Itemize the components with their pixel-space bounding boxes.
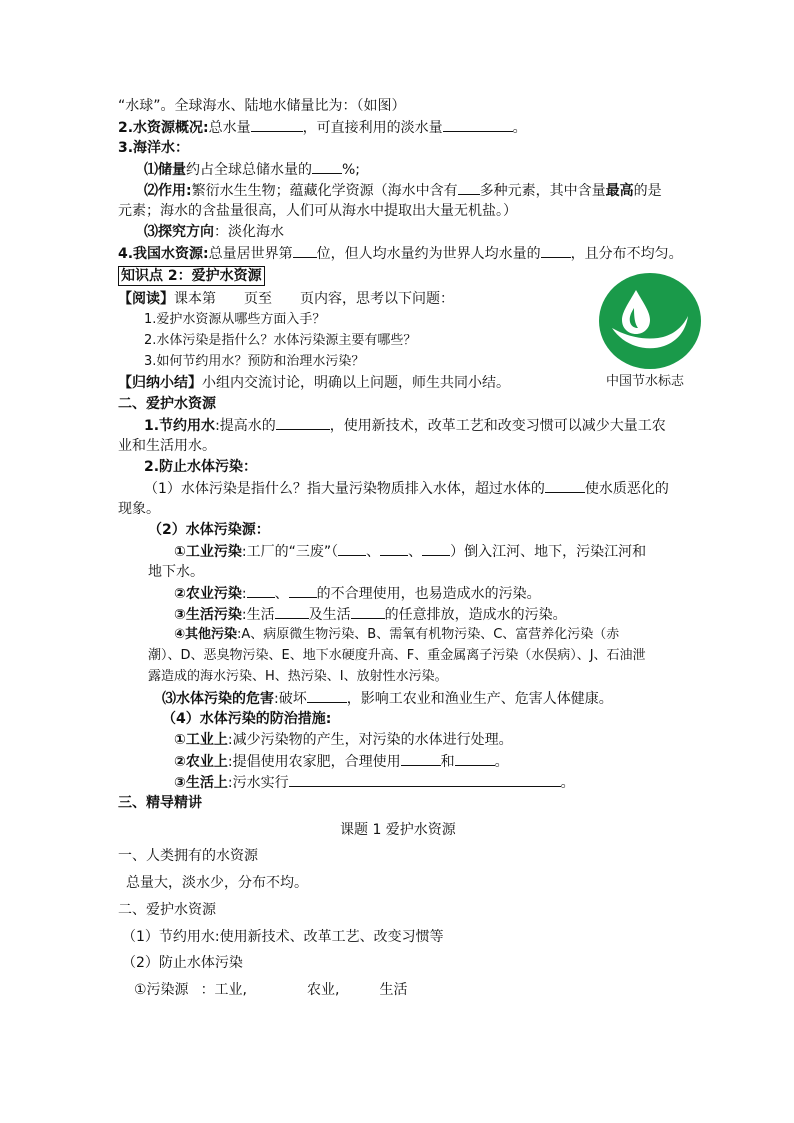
blank <box>455 751 495 766</box>
summary-line: 【归纳小结】小组内交流讨论，明确以上问题，师生共同小结。 <box>118 375 510 391</box>
summary-1-text: 总量大，淡水少，分布不均。 <box>126 875 308 891</box>
china-water-line: 4.我国水资源:总量居世界第 位，但人均水量约为世界人均水量的 ，且分布不均匀。 <box>118 243 683 264</box>
summary-2-item-2: （2）防止水体污染 <box>122 955 243 971</box>
domestic-measure-line: ③生活上:污水实行 。 <box>174 772 575 793</box>
pollution-sources-heading: （2）水体污染源： <box>148 522 270 538</box>
blank <box>458 180 480 195</box>
section-2-heading: 二、爱护水资源 <box>118 396 216 412</box>
industry-measure-line: ①工业上:减少污染物的产生，对污染的水体进行处理。 <box>174 732 513 748</box>
save-water-cont: 业和生活用水。 <box>118 438 216 454</box>
blank <box>338 541 366 556</box>
pollution-harm-line: ⑶水体污染的危害:破坏 ，影响工农业和渔业生产、危害人体健康。 <box>162 688 613 709</box>
water-overview-line: 2.水资源概况:总水量 ，可直接利用的淡水量 。 <box>118 117 527 138</box>
ocean-heading: 3.海洋水： <box>118 140 190 156</box>
agricultural-pollution-line: ②农业污染: 、 的不合理使用，也易造成水的污染。 <box>174 583 541 604</box>
blank <box>247 583 275 598</box>
blank <box>541 243 571 258</box>
industrial-pollution-line: ①工业污染:工厂的“三废”（ 、 、 ）倒入江河、地下，污染江河和 <box>174 541 646 562</box>
prevention-measures-heading: （4）水体污染的防治措施: <box>162 711 332 727</box>
ocean-function-line: ⑵作用:繁衍水生生物；蕴藏化学资源（海水中含有 多种元素，其中含量最高的是 <box>144 180 662 201</box>
blank <box>422 541 450 556</box>
pollution-source-summary: ①污染源 ：工业, 农业, 生活 <box>134 982 408 998</box>
other-pollution-line: ④其他污染:A、病原微生物污染、B、需氧有机物污染、C、富营养化污染（赤 <box>174 627 620 642</box>
logo-caption: 中国节水标志 <box>606 374 685 389</box>
blank <box>401 751 441 766</box>
industrial-pollution-cont: 地下水。 <box>148 564 204 580</box>
question-1: 1.爱护水资源从哪些方面入手？ <box>144 312 326 327</box>
intro-line: “水球”。全球海水、陆地水储量比为：（如图） <box>118 98 406 114</box>
pollution-definition-line: （1）水体污染是指什么？指大量污染物质排入水体，超过水体的 使水质恶化的 <box>144 478 669 499</box>
save-water-line: 1.节约用水:提高水的 ，使用新技术，改革工艺和改变习惯可以减少大量工农 <box>144 415 666 436</box>
blank <box>545 478 585 493</box>
blank <box>312 159 342 174</box>
water-saving-logo <box>598 272 704 376</box>
summary-2-item-1: （1）节约用水:使用新技术、改革工艺、改变习惯等 <box>122 929 444 945</box>
question-3: 3.如何节约用水？预防和治理水污染？ <box>144 354 365 369</box>
question-2: 2.水体污染是指什么？水体污染源主要有哪些？ <box>144 333 417 348</box>
ocean-reserve-line: ⑴储量约占全球总储水量的 %; <box>144 159 360 180</box>
blank <box>307 688 347 703</box>
summary-1-heading: 一、人类拥有的水资源 <box>118 848 258 864</box>
blank <box>293 243 317 258</box>
blank <box>380 541 408 556</box>
ocean-function-cont: 元素；海水的含盐量很高，人们可从海水中提取出大量无机盐。） <box>118 203 517 219</box>
water-saving-emblem-icon <box>598 272 702 370</box>
section-3-heading: 三、精导精讲 <box>118 795 202 811</box>
blank <box>275 604 309 619</box>
domestic-pollution-line: ③生活污染:生活 及生活 的任意排放，造成水的污染。 <box>174 604 567 625</box>
explore-direction-line: ⑶探究方向：淡化海水 <box>144 224 284 240</box>
blank <box>251 117 303 132</box>
lesson-title: 课题 1 爱护水资源 <box>340 822 456 838</box>
prevent-pollution-heading: 2.防止水体污染： <box>144 459 258 475</box>
reading-line: 【阅读】课本第 页至 页内容，思考以下问题： <box>118 291 454 307</box>
blank <box>289 583 317 598</box>
knowledge-point-2: 知识点 2：爱护水资源 <box>118 266 265 286</box>
blank <box>443 117 513 132</box>
other-pollution-cont-1: 潮）、D、恶臭物污染、E、地下水硬度升高、F、重金属离子污染（水俣病）、J、石油泄 <box>148 648 646 663</box>
blank <box>289 772 561 787</box>
agriculture-measure-line: ②农业上:提倡使用农家肥，合理使用 和 。 <box>174 751 509 772</box>
summary-2-heading: 二、爱护水资源 <box>118 902 216 918</box>
blank <box>276 415 330 430</box>
blank <box>351 604 385 619</box>
other-pollution-cont-2: 露造成的海水污染、H、热污染、I、放射性水污染。 <box>148 669 448 684</box>
pollution-definition-cont: 现象。 <box>118 501 160 517</box>
